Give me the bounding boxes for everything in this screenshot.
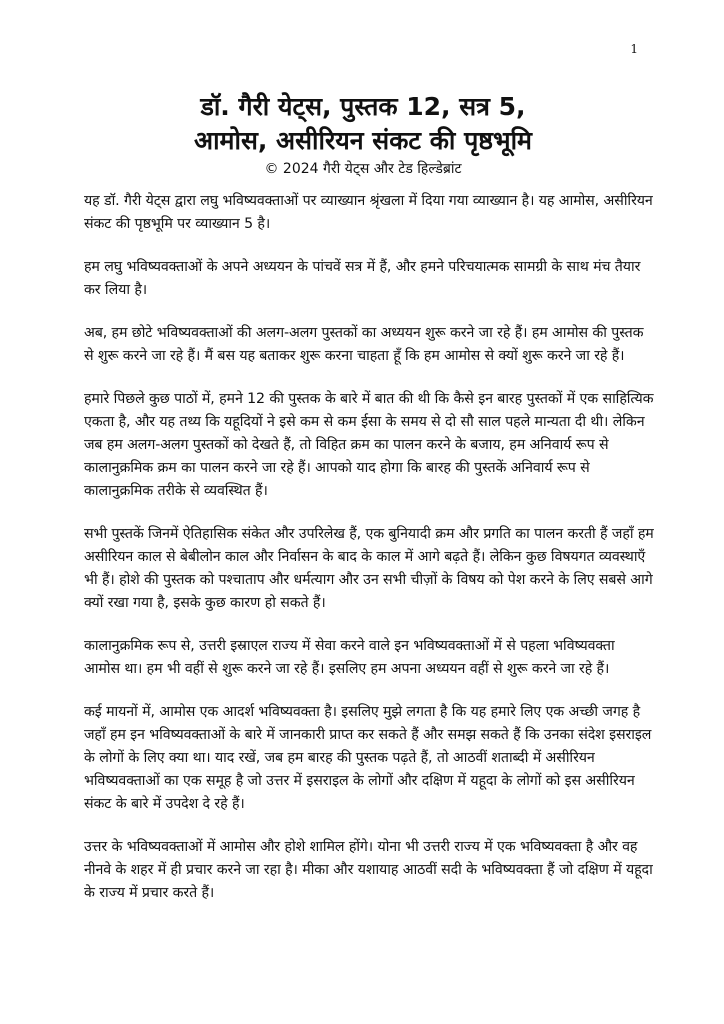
lecture-body (84, 190, 654, 925)
paragraph: हमारे पिछले कुछ पाठों में, हमने 12 की पुस्तक के बारे में बात की थी कि कैसे इन बारह पुस्तकों में एक साहित्यिक एकता है, और यह तथ्य कि यहूदियों ने इसे कम से कम ईसा के समय से दो सौ साल पहले मान्यता दी थी। लेकिन जब हम अलग-अलग पुस्तकों को देखते हैं, तो विहित क्रम का पालन करने के बजाय, हम अनिवार्य रूप से कालानुक्रमिक क्रम का पालन करने जा रहे हैं। आपको याद होगा कि बारह की पुस्तकें अनिवार्य रूप से कालानुक्रमिक तरीके से व्यवस्थित हैं। (84, 391, 654, 499)
paragraph: कालानुक्रमिक रूप से, उत्तरी इस्राएल राज्य में सेवा करने वाले इन भविष्यवक्ताओं में से पहला भविष्यवक्ता आमोस था। हम भी वहीं से शुरू करने जा रहे हैं। इसलिए हम अपना अध्ययन वहीं से शुरू करने जा रहे हैं। (84, 638, 615, 677)
paragraph: उत्तर के भविष्यवक्ताओं में आमोस और होशे शामिल होंगे। योना भी उत्तरी राज्य में एक भविष्यवक्ता है और वह नीनवे के शहर में ही प्रचार करने जा रहा है। मीका और यशायाह आठवीं सदी के भविष्यवक्ता हैं जो दक्षिण में यहूदा के राज्य में प्रचार करते हैं। (84, 839, 653, 901)
page-title-line-1: डॉ. गैरी येट्स, पुस्तक 12, सत्र 5, (200, 92, 526, 121)
page-number: 1 (630, 42, 638, 56)
paragraph: यह डॉ. गैरी येट्स द्वारा लघु भविष्यवक्ताओं पर व्याख्यान श्रृंखला में दिया गया व्याख्यान है। यह आमोस, असीरियन संकट की पृष्ठभूमि पर व्याख्यान 5 है। (84, 193, 653, 232)
paragraph: हम लघु भविष्यवक्ताओं के अपने अध्ययन के पांचवें सत्र में हैं, और हमने परिचयात्मक सामग्री के साथ मंच तैयार कर लिया है। (84, 259, 641, 298)
paragraph: अब, हम छोटे भविष्यवक्ताओं की अलग-अलग पुस्तकों का अध्ययन शुरू करने जा रहे हैं। हम आमोस की पुस्तक से शुरू करने जा रहे हैं। मैं बस यह बताकर शुरू करना चाहता हूँ कि हम आमोस से क्यों शुरू करने जा रहे हैं। (84, 325, 644, 364)
page-title-line-2: आमोस, असीरियन संकट की पृष्ठभूमि (193, 126, 533, 155)
copyright-notice: © 2024 गैरी येट्स और टेड हिल्डेब्रांट (264, 161, 462, 177)
paragraph: सभी पुस्तकें जिनमें ऐतिहासिक संकेत और उपरिलेख हैं, एक बुनियादी क्रम और प्रगति का पालन करती हैं जहाँ हम असीरियन काल से बेबीलोन काल और निर्वासन के बाद के काल में आगे बढ़ते हैं। लेकिन कुछ विषयगत व्यवस्थाएँ भी हैं। होशे की पुस्तक को पश्चाताप और धर्मत्याग और उन सभी चीज़ों के विषय को पेश करने के लिए सबसे आगे क्यों रखा गया है, इसके कुछ कारण हो सकते हैं। (84, 526, 654, 611)
paragraph: कई मायनों में, आमोस एक आदर्श भविष्यवक्ता है। इसलिए मुझे लगता है कि यह हमारे लिए एक अच्छी जगह है जहाँ हम इन भविष्यवक्ताओं के बारे में जानकारी प्राप्त कर सकते हैं और समझ सकते हैं कि उनका संदेश इसराइल के लोगों के लिए क्या था। याद रखें, जब हम बारह की पुस्तक पढ़ते हैं, तो आठवीं शताब्दी में असीरियन भविष्यवक्ताओं का एक समूह है जो उत्तर में इसराइल के लोगों और दक्षिण में यहूदा के लोगों को इस असीरियन संकट के बारे में उपदेश दे रहे हैं। (84, 704, 652, 812)
title-block (80, 90, 646, 179)
